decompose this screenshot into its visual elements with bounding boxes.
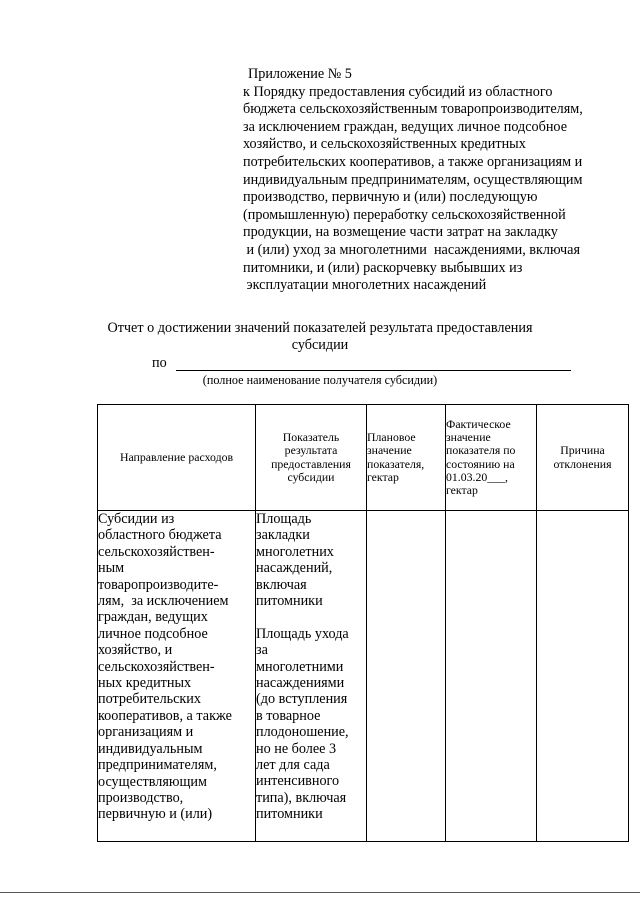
cell-line: сельскохозяйствен- xyxy=(98,543,215,560)
appendix-line: и (или) уход за многолетними насаждениями, включая xyxy=(243,241,580,258)
cell-line: многолетних xyxy=(256,543,334,560)
cell-line: насаждений, xyxy=(256,560,333,577)
cell-line: осуществляющим xyxy=(98,773,207,790)
appendix-line: хозяйство, и сельскохозяйственных кредитных xyxy=(243,136,526,153)
header-direction: Направление расходов xyxy=(98,405,256,511)
cell-line: Субсидии из xyxy=(98,511,175,527)
cell-line: закладки xyxy=(256,527,310,544)
appendix-line: эксплуатации многолетних насаждений xyxy=(243,277,487,294)
cell-line: хозяйство, и xyxy=(98,642,173,659)
cell-line: первичную и (или) xyxy=(98,806,213,823)
cell-line: товаропроизводите- xyxy=(98,576,219,593)
cell-line: в товарное xyxy=(256,707,321,724)
report-table xyxy=(97,404,629,842)
recipient-prefix: по xyxy=(152,355,167,371)
header-indicator: Показатель результата предоставления субсидии xyxy=(256,405,367,511)
appendix-line: потребительских кооперативов, а также организациям и xyxy=(243,153,583,170)
header-reason: Причина отклонения xyxy=(537,405,629,511)
cell-line: производство, xyxy=(98,789,184,806)
recipient-field-line xyxy=(176,370,571,371)
cell-line: лям, за исключением xyxy=(98,593,229,610)
cell-line: лет для сада xyxy=(256,757,330,774)
cell-line: включая xyxy=(256,576,307,593)
cell-line: плодоношение, xyxy=(256,724,349,741)
cell-line: (до вступления xyxy=(256,691,348,708)
cell-line: за xyxy=(256,642,268,659)
cell-line: предпринимателям, xyxy=(98,757,217,774)
appendix-line: индивидуальным предпринимателям, осуществляющим xyxy=(243,171,583,188)
cell-planned xyxy=(367,511,446,842)
appendix-title: Приложение № 5 xyxy=(248,66,352,82)
appendix-line: к Порядку предоставления субсидий из областного xyxy=(243,83,553,100)
cell-line: организациям и xyxy=(98,724,194,741)
cell-line: Площадь ухода xyxy=(256,625,349,642)
paragraph-gap xyxy=(256,609,366,625)
cell-line: граждан, ведущих xyxy=(98,609,208,626)
appendix-block xyxy=(243,66,633,295)
cell-actual xyxy=(446,511,537,842)
header-planned: Плановое значение показателя, гектар xyxy=(367,405,446,511)
cell-line: областного бюджета xyxy=(98,527,222,544)
recipient-caption: (полное наименование получателя субсидии) xyxy=(202,373,438,387)
cell-line: ным xyxy=(98,560,125,577)
cell-line: насаждениями xyxy=(256,675,345,692)
header-actual: Фактическое значение показателя по состоянию на 01.03.20___, гектар xyxy=(446,405,537,511)
table-row xyxy=(98,511,629,842)
cell-line: кооперативов, а также xyxy=(98,707,232,724)
cell-line: индивидуальным xyxy=(98,740,203,757)
appendix-line: (промышленную) переработку сельскохозяйственной xyxy=(243,206,566,223)
appendix-line: за исключением граждан, ведущих личное подсобное xyxy=(243,118,567,135)
cell-line: интенсивного xyxy=(256,773,340,790)
appendix-line: питомники, и (или) раскорчевку выбывших из xyxy=(243,259,523,276)
cell-line: ных кредитных xyxy=(98,675,192,692)
cell-reason xyxy=(537,511,629,842)
cell-line: Площадь xyxy=(256,511,312,527)
appendix-line: производство, первичную и (или) последующую xyxy=(243,189,538,206)
report-title xyxy=(0,320,640,354)
page-bottom-divider xyxy=(0,892,640,893)
cell-line: сельскохозяйствен- xyxy=(98,658,215,675)
cell-line: потребительских xyxy=(98,691,201,708)
cell-line: личное подсобное xyxy=(98,625,208,642)
report-title-line: субсидии xyxy=(291,337,349,353)
cell-line: питомники xyxy=(256,806,323,823)
cell-line: типа), включая xyxy=(256,789,347,806)
appendix-line: продукции, на возмещение части затрат на закладку xyxy=(243,224,558,241)
cell-direction xyxy=(98,511,256,842)
cell-indicator xyxy=(256,511,367,842)
cell-line: питомники xyxy=(256,593,323,610)
cell-line: но не более 3 xyxy=(256,740,337,757)
appendix-line: бюджета сельскохозяйственным товаропроизводителям, xyxy=(243,101,583,118)
cell-line: многолетними xyxy=(256,658,344,675)
table-header-row xyxy=(98,405,629,511)
report-title-line: Отчет о достижении значений показателей результата предоставления xyxy=(107,320,533,336)
